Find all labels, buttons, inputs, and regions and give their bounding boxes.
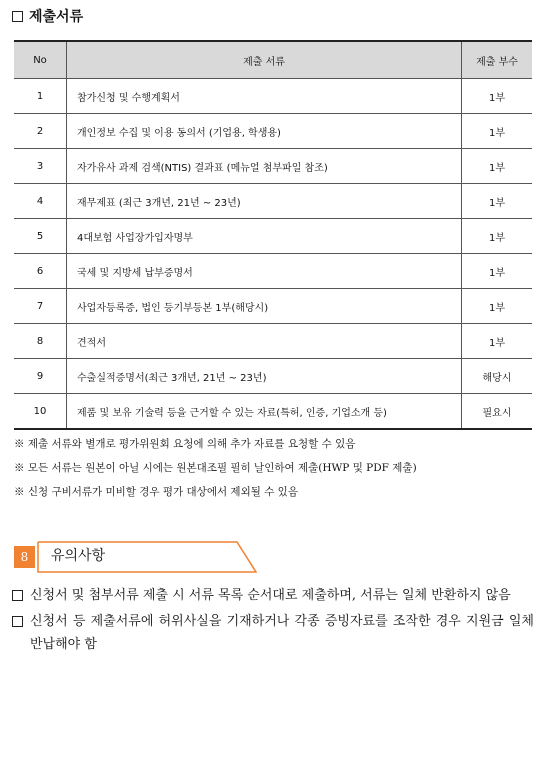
checkbox-square-icon xyxy=(12,11,23,22)
section-heading xyxy=(12,6,83,26)
cell-no: 3 xyxy=(14,149,67,184)
checkbox-square-icon xyxy=(12,590,23,601)
item-text: 신청서 및 첨부서류 제출 시 서류 목록 순서대로 제출하며, 서류는 일체 반환하지 않음 xyxy=(30,588,511,603)
header-document: 제출 서류 xyxy=(67,41,462,79)
table-row xyxy=(14,79,532,114)
table-row xyxy=(14,324,532,359)
list-item xyxy=(12,610,534,656)
cell-document: 개인정보 수집 및 이용 동의서 (기업용, 학생용) xyxy=(67,114,462,149)
cell-count: 1부 xyxy=(462,219,533,254)
cell-count: 1부 xyxy=(462,289,533,324)
table-row xyxy=(14,394,532,430)
cell-no: 10 xyxy=(14,394,67,430)
cell-no: 9 xyxy=(14,359,67,394)
cell-no: 8 xyxy=(14,324,67,359)
cell-document: 재무제표 (최근 3개년, 21년 ~ 23년) xyxy=(67,184,462,219)
cell-document: 자가유사 과제 검색(NTIS) 결과표 (메뉴얼 첨부파일 참조) xyxy=(67,149,462,184)
cell-no: 7 xyxy=(14,289,67,324)
section-number: 8 xyxy=(14,546,35,568)
cell-count: 1부 xyxy=(462,79,533,114)
header-count: 제출 부수 xyxy=(462,41,533,79)
cell-document: 제품 및 보유 기술력 등을 근거할 수 있는 자료(특허, 인증, 기업소개 등) xyxy=(67,394,462,430)
item-text: 신청서 등 제출서류에 허위사실을 기재하거나 각종 증빙자료를 조작한 경우 지원금 일체 반납해야 함 xyxy=(30,614,534,652)
table-header-row xyxy=(14,41,532,79)
cell-count: 1부 xyxy=(462,149,533,184)
cell-count: 1부 xyxy=(462,114,533,149)
cell-count: 필요시 xyxy=(462,394,533,430)
cell-document: 국세 및 지방세 납부증명서 xyxy=(67,254,462,289)
cell-no: 4 xyxy=(14,184,67,219)
cell-document: 수출실적증명서(최근 3개년, 21년 ~ 23년) xyxy=(67,359,462,394)
cell-no: 2 xyxy=(14,114,67,149)
heading-label: 제출서류 xyxy=(29,9,84,25)
cell-count: 1부 xyxy=(462,324,533,359)
cell-document: 견적서 xyxy=(67,324,462,359)
cell-no: 6 xyxy=(14,254,67,289)
section-header xyxy=(14,541,259,573)
cell-count: 1부 xyxy=(462,184,533,219)
note-item: ※ 제출 서류와 별개로 평가위원회 요청에 의해 추가 자료를 요청할 수 있음 xyxy=(14,438,356,450)
cell-document: 사업자등록증, 법인 등기부등본 1부(해당시) xyxy=(67,289,462,324)
notes-list xyxy=(14,432,417,504)
table-row xyxy=(14,184,532,219)
caution-list xyxy=(12,584,534,659)
checkbox-square-icon xyxy=(12,616,23,627)
table-row xyxy=(14,149,532,184)
cell-document: 4대보험 사업장가입자명부 xyxy=(67,219,462,254)
section-title: 유의사항 xyxy=(51,548,106,564)
table-row xyxy=(14,114,532,149)
table-row xyxy=(14,219,532,254)
cell-no: 5 xyxy=(14,219,67,254)
cell-count: 해당시 xyxy=(462,359,533,394)
cell-document: 참가신청 및 수행계획서 xyxy=(67,79,462,114)
list-item xyxy=(12,584,534,607)
table-row xyxy=(14,289,532,324)
table-row xyxy=(14,359,532,394)
cell-no: 1 xyxy=(14,79,67,114)
note-item: ※ 모든 서류는 원본이 아닐 시에는 원본대조필 필히 날인하여 제출(HWP 및 PDF 제출) xyxy=(14,462,417,474)
header-no: No xyxy=(14,41,67,79)
note-item: ※ 신청 구비서류가 미비할 경우 평가 대상에서 제외될 수 있음 xyxy=(14,486,298,498)
documents-table xyxy=(14,40,532,430)
section-title-tab xyxy=(37,541,257,573)
table-row xyxy=(14,254,532,289)
cell-count: 1부 xyxy=(462,254,533,289)
